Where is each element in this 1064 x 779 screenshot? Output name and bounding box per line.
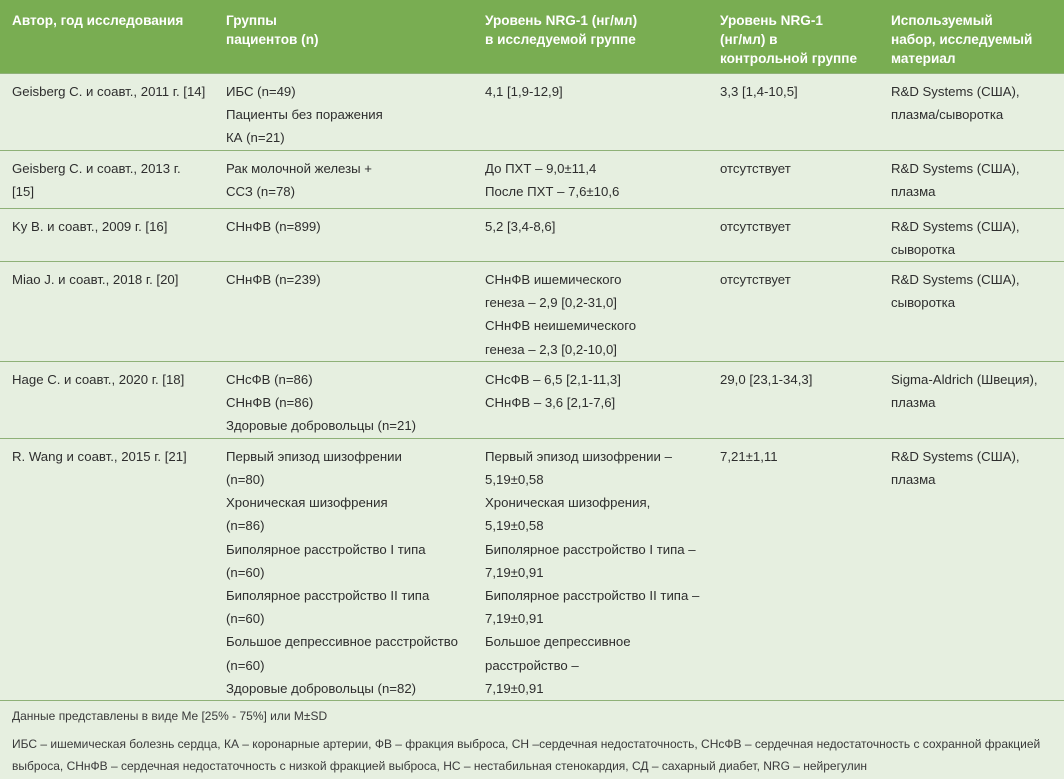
cell-study-level-line: После ПХТ – 7,6±10,6 xyxy=(485,183,620,199)
cell-author: Miao J. и соавт., 2018 г. [20] xyxy=(0,262,214,362)
cell-study-level xyxy=(473,208,708,261)
cell-study-level-line: 7,19±0,91 xyxy=(485,611,544,627)
cell-groups-line: Большое депрессивное расстройство xyxy=(226,634,458,650)
cell-groups-line: КА (n=21) xyxy=(226,130,285,146)
table-notes xyxy=(0,700,1064,777)
cell-control-level-line: 3,3 [1,4-10,5] xyxy=(720,84,798,99)
cell-groups xyxy=(214,74,473,151)
cell-groups-line: СНсФВ (n=86) xyxy=(226,371,313,387)
cell-study-level-line: 4,1 [1,9-12,9] xyxy=(485,84,563,99)
cell-study-level-line: 5,2 [3,4-8,6] xyxy=(485,218,556,234)
cell-kit-material xyxy=(879,361,1064,438)
cell-kit-material-line: плазма/сыворотка xyxy=(891,107,1004,123)
header-author: Автор, год исследования xyxy=(12,13,184,28)
cell-control-level-line: отсутствует xyxy=(720,272,791,288)
cell-groups-line: Биполярное расстройство I типа xyxy=(226,541,426,557)
cell-groups-line: (n=60) xyxy=(226,611,265,627)
cell-groups xyxy=(214,208,473,261)
cell-study-level-line: СНсФВ – 6,5 [2,1-11,3] xyxy=(485,371,621,387)
cell-study-level-line: Биполярное расстройство II типа – xyxy=(485,588,700,604)
header-row xyxy=(0,0,1064,74)
cell-kit-material xyxy=(879,208,1064,261)
table-row xyxy=(0,361,1064,438)
cell-study-level xyxy=(473,74,708,151)
cell-kit-material xyxy=(879,74,1064,151)
cell-groups-line: Здоровые добровольцы (n=21) xyxy=(226,418,417,434)
cell-kit-material-line: Sigma-Aldrich (Швеция), xyxy=(891,371,1038,387)
cell-groups-line: (n=60) xyxy=(226,564,265,580)
cell-study-level xyxy=(473,438,708,700)
cell-author: Hage C. и соавт., 2020 г. [18] xyxy=(0,361,214,438)
cell-kit-material-line: R&D Systems (США), xyxy=(891,448,1020,464)
cell-groups xyxy=(214,150,473,208)
cell-kit-material xyxy=(879,438,1064,700)
cell-study-level-line: генеза – 2,3 [0,2-10,0] xyxy=(485,341,617,357)
cell-study-level-line: Большое депрессивное расстройство – xyxy=(485,634,631,673)
cell-study-level xyxy=(473,361,708,438)
cell-control-level-line: 29,0 [23,1-34,3] xyxy=(720,371,813,387)
cell-kit-material xyxy=(879,150,1064,208)
cell-author: Ky B. и соавт., 2009 г. [16] xyxy=(0,208,214,261)
header-study-level: Уровень NRG-1 (нг/мл) в исследуемой группе xyxy=(485,13,638,47)
cell-study-level-line: Биполярное расстройство I типа – xyxy=(485,541,696,557)
cell-groups-line: ИБС (n=49) xyxy=(226,84,296,99)
cell-study-level xyxy=(473,150,708,208)
cell-control-level-line: отсутствует xyxy=(720,218,791,234)
cell-groups-line: Рак молочной железы + xyxy=(226,160,372,176)
cell-study-level-line: генеза – 2,9 [0,2-31,0] xyxy=(485,295,617,311)
cell-groups-line: ССЗ (n=78) xyxy=(226,183,296,199)
header-groups: Группы пациентов (n) xyxy=(226,13,319,47)
abbreviations-note: ИБС – ишемическая болезнь сердца, КА – коронарные артерии, ФВ – фракция выброса, СН –сердечная недостаточность, СНсФВ – сердечная недостаточность с сохранной фракцией выброса, СНнФВ – сердечная недостаточность с низкой фракцией выброса, НС – нестабильная стенокардия, СД – сахарный диабет, NRG – нейрегулин xyxy=(12,737,1041,774)
cell-study-level-line: До ПХТ – 9,0±11,4 xyxy=(485,160,597,176)
cell-study-level-line: Первый эпизод шизофрении – xyxy=(485,448,672,464)
cell-study-level-line: СНнФВ ишемического xyxy=(485,272,622,288)
cell-control-level xyxy=(708,150,879,208)
cell-author: Geisberg C. и соавт., 2013 г. [15] xyxy=(0,150,214,208)
cell-groups-line: (n=60) xyxy=(226,657,265,673)
cell-control-level-line: 7,21±1,11 xyxy=(720,448,778,464)
cell-groups-line: (n=86) xyxy=(226,518,265,534)
cell-kit-material-line: R&D Systems (США), xyxy=(891,218,1020,234)
cell-kit-material-line: R&D Systems (США), xyxy=(891,160,1020,176)
cell-groups-line: Пациенты без поражения xyxy=(226,107,383,123)
cell-control-level xyxy=(708,438,879,700)
cell-control-level xyxy=(708,262,879,362)
cell-kit-material-line: плазма xyxy=(891,183,936,199)
cell-groups-line: СНнФВ (n=899) xyxy=(226,218,321,234)
cell-groups-line: Хроническая шизофрения xyxy=(226,495,388,511)
cell-study-level-line: Хроническая шизофрения, xyxy=(485,495,651,511)
table-header xyxy=(0,0,1064,74)
cell-study-level-line: 5,19±0,58 xyxy=(485,518,544,534)
cell-groups-line: Биполярное расстройство II типа xyxy=(226,588,430,604)
cell-groups-line: Здоровые добровольцы (n=82) xyxy=(226,680,417,696)
cell-groups xyxy=(214,361,473,438)
cell-kit-material-line: сыворотка xyxy=(891,295,956,311)
cell-kit-material-line: плазма xyxy=(891,472,936,488)
table-row xyxy=(0,74,1064,151)
header-kit-material: Используемый набор, исследуемый материал xyxy=(891,13,1033,66)
cell-groups xyxy=(214,438,473,700)
cell-control-level-line: отсутствует xyxy=(720,160,791,176)
cell-study-level-line: СНнФВ – 3,6 [2,1-7,6] xyxy=(485,395,616,411)
cell-groups-line: СНнФВ (n=86) xyxy=(226,395,314,411)
table-row xyxy=(0,262,1064,362)
data-format-note: Данные представлены в виде Me [25% - 75%] или M±SD xyxy=(12,709,328,724)
table-row xyxy=(0,150,1064,208)
cell-groups-line: (n=80) xyxy=(226,472,265,488)
cell-kit-material xyxy=(879,262,1064,362)
table-body xyxy=(0,74,1064,701)
header-control-level: Уровень NRG-1 (нг/мл) в контрольной группе xyxy=(720,13,858,66)
cell-groups-line: СНнФВ (n=239) xyxy=(226,272,321,288)
cell-control-level xyxy=(708,208,879,261)
cell-control-level xyxy=(708,74,879,151)
cell-kit-material-line: R&D Systems (США), xyxy=(891,272,1020,288)
cell-groups-line: Первый эпизод шизофрении xyxy=(226,448,402,464)
cell-control-level xyxy=(708,361,879,438)
cell-study-level-line: 5,19±0,58 xyxy=(485,472,544,488)
cell-groups xyxy=(214,262,473,362)
cell-kit-material-line: сыворотка xyxy=(891,241,956,257)
cell-kit-material-line: плазма xyxy=(891,395,936,411)
cell-author: Geisberg C. и соавт., 2011 г. [14] xyxy=(0,74,214,151)
table-row xyxy=(0,438,1064,700)
cell-study-level xyxy=(473,262,708,362)
cell-study-level-line: СНнФВ неишемического xyxy=(485,318,637,334)
cell-study-level-line: 7,19±0,91 xyxy=(485,564,544,580)
table-row xyxy=(0,208,1064,261)
cell-author: R. Wang и соавт., 2015 г. [21] xyxy=(0,438,214,700)
cell-kit-material-line: R&D Systems (США), xyxy=(891,84,1020,99)
cell-study-level-line: 7,19±0,91 xyxy=(485,680,544,696)
